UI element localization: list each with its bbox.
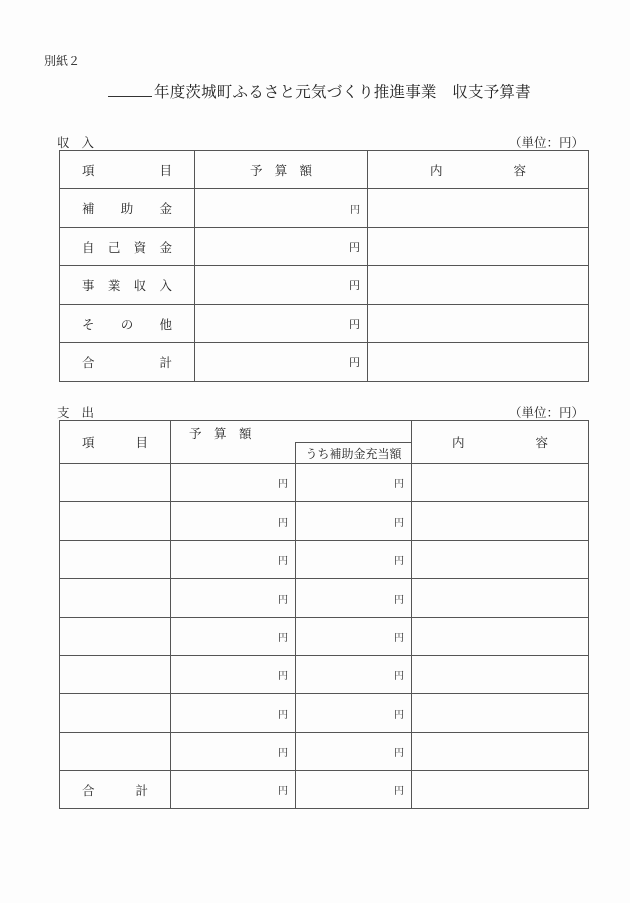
income-section-label: 収入: [57, 135, 107, 150]
content-cell[interactable]: [412, 694, 589, 733]
expense-row: [60, 579, 589, 618]
budget-amount-cell[interactable]: 円: [195, 305, 368, 343]
fiscal-year-blank[interactable]: [108, 82, 152, 97]
header-content: 内 容: [412, 421, 589, 464]
content-cell[interactable]: [368, 266, 589, 305]
expense-row: [60, 733, 589, 771]
header-subsidy-portion: うち補助金充当額: [296, 443, 412, 464]
income-header-row: [60, 151, 589, 189]
content-cell[interactable]: [368, 343, 589, 382]
income-row-own-funds: [60, 228, 589, 266]
expense-row-total: [60, 771, 589, 809]
budget-amount-cell[interactable]: 円: [171, 694, 296, 733]
content-cell[interactable]: [412, 579, 589, 618]
content-cell[interactable]: [368, 305, 589, 343]
item-cell[interactable]: [60, 694, 171, 733]
content-cell[interactable]: [412, 464, 589, 502]
header-budget: 予 算 額: [195, 151, 368, 189]
income-row-other: [60, 305, 589, 343]
budget-amount-cell[interactable]: 円: [195, 266, 368, 305]
content-cell[interactable]: [368, 189, 589, 228]
expense-row: [60, 694, 589, 733]
subsidy-amount-cell[interactable]: 円: [296, 771, 412, 809]
subsidy-amount-cell[interactable]: 円: [296, 541, 412, 579]
header-item: 項 目: [60, 421, 171, 464]
item-cell: 合 計: [60, 343, 195, 382]
header-budget: 予 算 額: [171, 421, 412, 443]
content-cell[interactable]: [412, 656, 589, 694]
item-cell[interactable]: [60, 579, 171, 618]
budget-amount-cell[interactable]: 円: [171, 618, 296, 656]
content-cell[interactable]: [412, 541, 589, 579]
item-cell: そ の 他: [60, 305, 195, 343]
page-title: [108, 80, 531, 102]
title-text: 年度茨城町ふるさと元気づくり推進事業 収支予算書: [154, 83, 531, 101]
expense-row: [60, 502, 589, 541]
budget-amount-cell[interactable]: 円: [195, 343, 368, 382]
item-cell[interactable]: [60, 733, 171, 771]
income-unit-label: （単位：円）: [509, 135, 585, 150]
budget-amount-cell[interactable]: 円: [171, 579, 296, 618]
expense-table: [59, 420, 589, 809]
content-cell[interactable]: [412, 502, 589, 541]
item-cell: 補 助 金: [60, 189, 195, 228]
content-cell[interactable]: [412, 771, 589, 809]
expense-section-label: 支出: [57, 405, 107, 420]
expense-row: [60, 656, 589, 694]
item-cell[interactable]: [60, 502, 171, 541]
subsidy-amount-cell[interactable]: 円: [296, 464, 412, 502]
subsidy-amount-cell[interactable]: 円: [296, 579, 412, 618]
header-content: 内 容: [368, 151, 589, 189]
item-cell: 合 計: [60, 771, 171, 809]
budget-amount-cell[interactable]: 円: [171, 656, 296, 694]
expense-unit-label: （単位：円）: [509, 405, 585, 420]
budget-amount-cell[interactable]: 円: [171, 502, 296, 541]
budget-amount-cell[interactable]: 円: [171, 733, 296, 771]
content-cell[interactable]: [368, 228, 589, 266]
expense-header-row: [60, 421, 589, 443]
income-row-business-revenue: [60, 266, 589, 305]
document-label: 別紙２: [44, 54, 81, 68]
item-cell[interactable]: [60, 541, 171, 579]
income-table: [59, 150, 589, 382]
item-cell: 自 己 資 金: [60, 228, 195, 266]
expense-row: [60, 618, 589, 656]
budget-amount-cell[interactable]: 円: [171, 771, 296, 809]
budget-amount-cell[interactable]: 円: [171, 541, 296, 579]
expense-row: [60, 464, 589, 502]
subsidy-amount-cell[interactable]: 円: [296, 502, 412, 541]
budget-amount-cell[interactable]: 円: [195, 228, 368, 266]
item-cell[interactable]: [60, 656, 171, 694]
header-budget-spacer: [171, 443, 296, 464]
income-row-subsidy: [60, 189, 589, 228]
subsidy-amount-cell[interactable]: 円: [296, 618, 412, 656]
budget-amount-cell[interactable]: 円: [171, 464, 296, 502]
header-item: 項 目: [60, 151, 195, 189]
subsidy-amount-cell[interactable]: 円: [296, 694, 412, 733]
subsidy-amount-cell[interactable]: 円: [296, 656, 412, 694]
expense-row: [60, 541, 589, 579]
subsidy-amount-cell[interactable]: 円: [296, 733, 412, 771]
item-cell[interactable]: [60, 464, 171, 502]
item-cell[interactable]: [60, 618, 171, 656]
content-cell[interactable]: [412, 618, 589, 656]
income-row-total: [60, 343, 589, 382]
content-cell[interactable]: [412, 733, 589, 771]
budget-amount-cell[interactable]: 円: [195, 189, 368, 228]
item-cell: 事 業 収 入: [60, 266, 195, 305]
